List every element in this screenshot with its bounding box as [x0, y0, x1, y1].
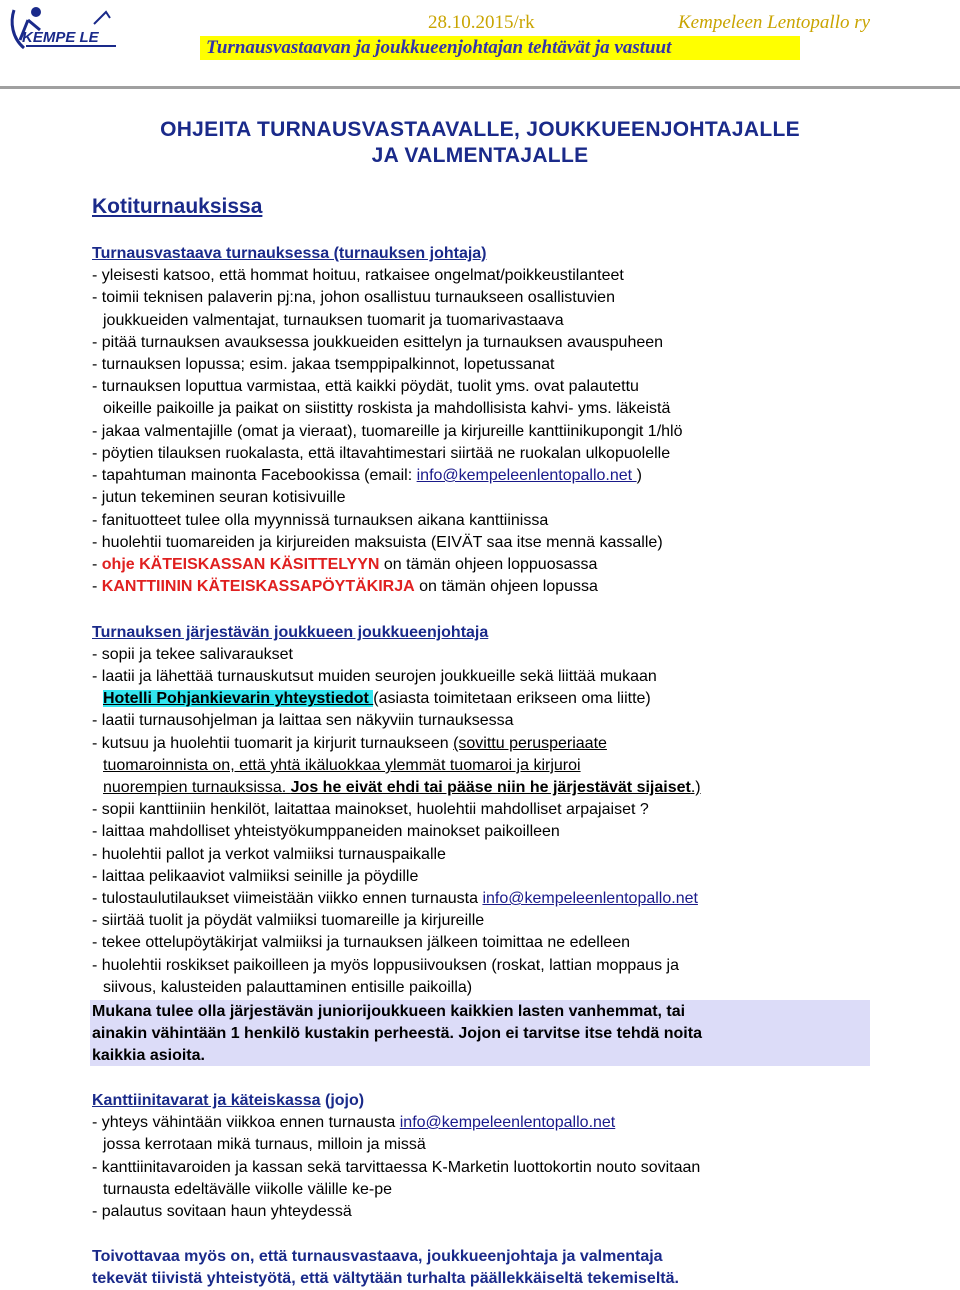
list-item-continuation: joukkueiden valmentajat, turnauksen tuomarit ja tuomarivastaava — [103, 312, 564, 329]
list-item-text: - tulostaulutilaukset viimeistään viikko ennen turnausta — [92, 890, 483, 907]
list-item: - huolehtii tuomareiden ja kirjureiden maksuista (EIVÄT saa itse mennä kassalle) — [92, 534, 663, 551]
list-item: - jutun tekeminen seuran kotisivuille — [92, 489, 346, 506]
section-title-kotiturnauksissa: Kotiturnauksissa — [92, 195, 263, 218]
list-item: - laittaa mahdolliset yhteistyökumppaneiden mainokset paikoilleen — [92, 823, 560, 840]
list-item: - turnauksen lopussa; esim. jakaa tsemppipalkinnot, lopetussanat — [92, 356, 555, 373]
parents-note-line: kaikkia asioita. — [92, 1047, 205, 1064]
list-item — [92, 888, 698, 910]
underlined-note: (sovittu perusperiaate — [453, 735, 607, 752]
cash-record-reference: KANTTIININ KÄTEISKASSAPÖYTÄKIRJA — [101, 578, 415, 595]
list-item-continuation — [103, 777, 701, 799]
list-item: - sopii kanttiiniin henkilöt, laitattaa mainokset, huolehtii mahdolliset arpajaiset ? — [92, 801, 649, 818]
list-item: - jakaa valmentajille (omat ja vieraat), tuomareille ja kirjureille kanttiinikupongit 1/hlö — [92, 423, 683, 440]
document-title-line2: JA VALMENTAJALLE — [371, 144, 589, 167]
parents-note-line: Mukana tulee olla järjestävän juniorijoukkueen kaikkien lasten vanhemmat, tai — [92, 1003, 686, 1020]
kempele-logo — [6, 4, 124, 54]
header-divider — [0, 86, 960, 89]
list-item-text: - kutsuu ja huolehtii tuomarit ja kirjurit turnaukseen — [92, 735, 454, 752]
list-item: - laatii turnausohjelman ja laittaa sen näkyviin turnauksessa — [92, 712, 514, 729]
email-link[interactable]: info@kempeleenlentopallo.net — [482, 890, 698, 907]
list-item-text: on tämän ohjeen loppuosassa — [379, 556, 598, 573]
email-link[interactable]: info@kempeleenlentopallo.net — [399, 1114, 616, 1131]
header-title: Turnausvastaavan ja joukkueenjohtajan tehtävät ja vastuut — [200, 36, 800, 60]
substitute-note: Jos he eivät ehdi tai pääse niin he järjestävät sijaiset — [290, 779, 691, 796]
document-title-line1: OHJEITA TURNAUSVASTAAVALLE, JOUKKUEENJOHTAJALLE — [160, 118, 800, 141]
cash-handling-reference: ohje KÄTEISKASSAN KÄSITTELYYN — [101, 556, 380, 573]
list-item-text: - — [92, 556, 102, 573]
list-item: - huolehtii roskikset paikoilleen ja myös loppusiivouksen (roskat, lattian moppaus ja — [92, 957, 679, 974]
list-item: - pöytien tilauksen ruokalasta, että iltavahtimestari siirtää ne ruokalan ulkopuolelle — [92, 445, 671, 462]
list-item-continuation: jossa kerrotaan mikä turnaus, milloin ja missä — [103, 1136, 426, 1153]
list-item-text: .) — [690, 779, 701, 796]
list-item: - laittaa pelikaaviot valmiiksi seinille ja pöydille — [92, 868, 419, 885]
list-item-continuation: siivous, kalusteiden palauttaminen entisille paikoilla) — [103, 979, 473, 996]
list-item — [92, 1112, 615, 1134]
list-item: - palautus sovitaan haun yhteydessä — [92, 1203, 352, 1220]
section-heading-joukkueenjohtaja: Turnauksen järjestävän joukkueen joukkueenjohtaja — [92, 624, 489, 641]
list-item — [92, 465, 642, 487]
list-item-text: (asiasta toimitetaan erikseen oma liitte) — [373, 690, 651, 707]
list-item: - toimii teknisen palaverin pj:na, johon osallistuu turnaukseen osallistuvien — [92, 289, 615, 306]
section-heading-text: Kanttiinitavarat ja käteiskassa — [92, 1092, 321, 1109]
closing-line: tekevät tiivistä yhteistyötä, että vältytään turhalta päällekkäiseltä tekemiseltä. — [92, 1270, 679, 1287]
section-heading-suffix: (jojo) — [320, 1092, 365, 1109]
list-item: - kanttiinitavaroiden ja kassan sekä tarvittaessa K-Marketin luottokortin nouto sovitaan — [92, 1159, 701, 1176]
list-item-continuation — [103, 688, 651, 710]
header-org: Kempeleen Lentopallo ry — [678, 12, 871, 33]
list-item: - turnauksen loputtua varmistaa, että kaikki pöydät, tuolit yms. ovat palautettu — [92, 378, 639, 395]
list-item: - sopii ja tekee salivaraukset — [92, 646, 293, 663]
list-item-text: nuorempien turnauksissa. — [103, 779, 291, 796]
list-item-text: on tämän ohjeen lopussa — [414, 578, 598, 595]
list-item-text: - — [92, 578, 102, 595]
list-item — [92, 733, 607, 755]
list-item-text: - tapahtuman mainonta Facebookissa (email: — [92, 467, 417, 484]
email-link[interactable]: info@kempeleenlentopallo.net — [416, 467, 637, 484]
list-item-continuation: oikeille paikoille ja paikat on siistitty roskista ja mahdollisista kahvi- yms. läkeistä — [103, 400, 671, 417]
list-item: - tekee ottelupöytäkirjat valmiiksi ja turnauksen jälkeen toimittaa ne edelleen — [92, 934, 631, 951]
list-item: - pitää turnauksen avauksessa joukkueiden esittelyn ja turnauksen avauspuheen — [92, 334, 664, 351]
hotel-highlight: Hotelli Pohjankievarin yhteystiedot — [103, 690, 374, 707]
logo-text: KEMPE LE — [22, 29, 99, 46]
section-heading-kanttiini — [92, 1090, 364, 1112]
closing-line: Toivottavaa myös on, että turnausvastaava, joukkueenjohtaja ja valmentaja — [92, 1248, 663, 1265]
parents-note-line: ainakin vähintään 1 henkilö kustakin perheestä. Jojon ei tarvitse itse tehdä noita — [92, 1025, 702, 1042]
list-item: - huolehtii pallot ja verkot valmiiksi turnauspaikalle — [92, 846, 446, 863]
section-heading-turnausvastaava: Turnausvastaava turnauksessa (turnauksen johtaja) — [92, 245, 487, 262]
list-item — [92, 554, 597, 576]
list-item: - siirtää tuolit ja pöydät valmiiksi tuomareille ja kirjureille — [92, 912, 485, 929]
list-item-text: ) — [636, 467, 642, 484]
list-item: - laatii ja lähettää turnauskutsut muiden seurojen joukkueille sekä liittää mukaan — [92, 668, 657, 685]
list-item-continuation: tuomaroinnista on, että yhtä ikäluokkaa ylemmät tuomaroi ja kirjuroi — [103, 757, 581, 774]
list-item — [92, 576, 598, 598]
list-item: - fanituotteet tulee olla myynnissä turnauksen aikana kanttiinissa — [92, 512, 549, 529]
list-item-text: - yhteys vähintään viikkoa ennen turnausta — [92, 1114, 400, 1131]
list-item: - yleisesti katsoo, että hommat hoituu, ratkaisee ongelmat/poikkeustilanteet — [92, 267, 624, 284]
header-date: 28.10.2015/rk — [428, 12, 535, 33]
list-item-continuation: turnausta edeltävälle viikolle välille ke-pe — [103, 1181, 393, 1198]
